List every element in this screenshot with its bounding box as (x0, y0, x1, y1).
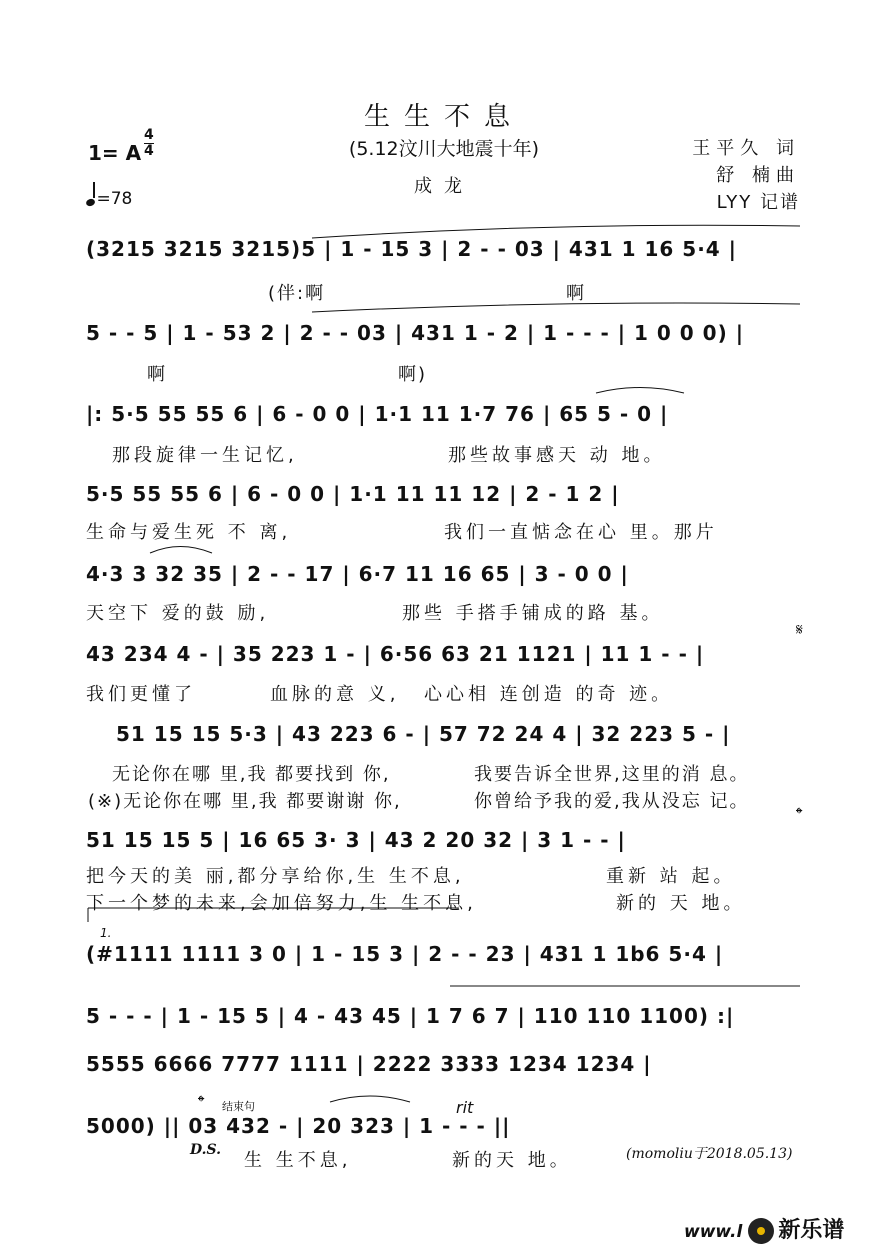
lyric-line: 血脉的意 义, (270, 684, 400, 705)
lyric-line: 下一个梦的未来,会加倍努力,生 生不息, (86, 893, 477, 914)
key-signature: 1= A (88, 141, 142, 165)
first-ending-label: 1. (100, 926, 112, 940)
tempo-value: =78 (96, 189, 133, 209)
notation-row: 43 234 4 - | 35 223 1 - | 6·56 63 21 1121 | 11 1 - - | (86, 642, 705, 666)
notation-row: (#1111 1111 3 0 | 1 - 15 3 | 2 - - 23 | 431 1 1b6 5·4 | (86, 942, 724, 966)
rit-marking: rit (456, 1098, 474, 1117)
lyric-line: (伴:啊 (268, 283, 326, 304)
notation-row: (3215 3215 3215)5 | 1 - 15 3 | 2 - - 03 | 431 1 16 5·4 | (86, 237, 737, 261)
transcriber-signature: (momoliu于2018.05.13) (626, 1146, 793, 1162)
notation-row: 5555 6666 7777 1111 | 2222 3333 1234 1234 | (86, 1052, 652, 1076)
lyric-line: 天空下 爱的鼓 励, (86, 603, 270, 624)
time-top: 4 (144, 127, 154, 143)
singer-name: 成龙 (414, 176, 474, 197)
notation-row: 51 15 15 5·3 | 43 223 6 - | 57 72 24 4 | 32 223 5 - | (116, 722, 731, 746)
lyric-line: 新的天 地。 (452, 1150, 572, 1171)
lyric-line: 那段旋律一生记忆, (112, 445, 298, 466)
transcriber: LYY 记谱 (716, 192, 800, 213)
slur-line (596, 388, 684, 394)
lyric-line: 你曾给予我的爱,我从没忘 记。 (474, 791, 750, 812)
lyric-line: 无论你在哪 里,我 都要找到 你, (112, 764, 391, 785)
notation-row: 5000) || 03 432 - | 20 323 | 1 - - - || (86, 1114, 511, 1138)
notation-row: 51 15 15 5 | 16 65 3· 3 | 43 2 20 32 | 3 1 - - | (86, 828, 626, 852)
lyric-line: 我们一直惦念在心 里。那片 (444, 522, 718, 543)
coda-icon: 𝄌 (198, 1092, 205, 1113)
lyric-line: 把今天的美 丽,都分享给你,生 生不息, (86, 866, 465, 887)
score-subtitle: (5.12汶川大地震十年) (348, 138, 540, 160)
ds-marking: D.S. (190, 1142, 222, 1158)
lyric-line: 那些 手搭手铺成的路 基。 (402, 603, 664, 624)
slur-line (330, 1096, 410, 1102)
lyric-line: (※)无论你在哪 里,我 都要谢谢 你, (88, 791, 402, 812)
notation-row: 4·3 3 32 35 | 2 - - 17 | 6·7 11 16 65 | 3 - 0 0 | (86, 562, 629, 586)
lyric-line: 那些故事感天 动 地。 (448, 445, 666, 466)
lyric-line: 生 生不息, (244, 1150, 352, 1171)
lyric-line: 心心相 连创造 的奇 迹。 (424, 684, 674, 705)
coda-icon: 𝄌 (796, 804, 803, 825)
lyric-line: 重新 站 起。 (606, 866, 736, 887)
notation-row: 5·5 55 55 6 | 6 - 0 0 | 1·1 11 11 12 | 2 - 1 2 | (86, 482, 620, 506)
coda-caption: 结束句 (222, 1100, 255, 1113)
composer: 舒 楠曲 (716, 165, 800, 186)
lyric-line: 我要告诉全世界,这里的消 息。 (474, 764, 750, 785)
notation-row: 5 - - - | 1 - 15 5 | 4 - 43 45 | 1 7 6 7 | 110 110 1100) :| (86, 1004, 735, 1028)
slur-line (312, 225, 800, 238)
lyric-line: 啊) (398, 364, 428, 385)
lyricist: 王平久 词 (692, 138, 800, 159)
site-url: www.l (684, 1222, 743, 1242)
score-title: 生生不息 (363, 102, 524, 132)
slur-line (312, 303, 800, 312)
time-bottom: 4 (144, 143, 154, 159)
slur-line (150, 547, 212, 554)
lyric-line: 生命与爱生死 不 离, (86, 522, 292, 543)
lyric-line: 啊 (566, 283, 586, 304)
lyric-line: 我们更懂了 (86, 684, 196, 705)
segno-icon: 𝄋 (796, 620, 803, 639)
lyric-line: 啊 (147, 364, 167, 385)
brand-name: 新乐谱 (778, 1218, 845, 1243)
notation-row: |: 5·5 55 55 6 | 6 - 0 0 | 1·1 11 1·7 76 | 65 5 - 0 | (86, 402, 669, 426)
notation-row: 5 - - 5 | 1 - 53 2 | 2 - - 03 | 431 1 - 2 | 1 - - - | 1 0 0 0) | (86, 321, 745, 345)
lyric-line: 新的 天 地。 (616, 893, 746, 914)
